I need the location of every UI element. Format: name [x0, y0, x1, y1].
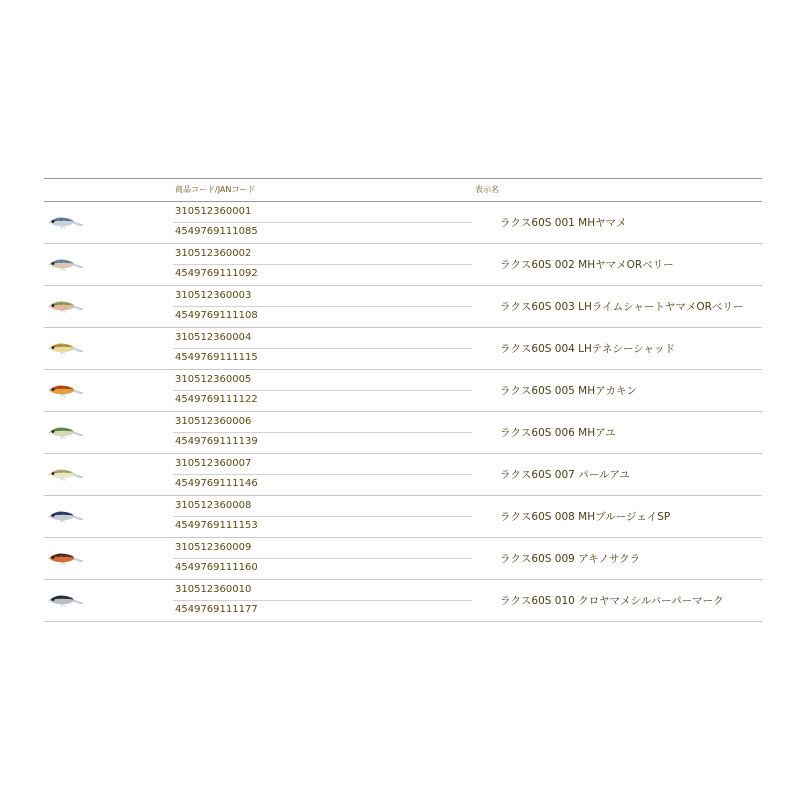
lure-image — [48, 466, 84, 482]
code-divider — [173, 264, 472, 265]
jan-code: 4549769111115 — [175, 352, 258, 363]
lure-image — [48, 340, 84, 356]
display-name: ラクス60S 001 MHヤマメ — [500, 217, 627, 229]
lure-image — [48, 382, 84, 398]
jan-code: 4549769111108 — [175, 310, 258, 321]
display-name: ラクス60S 007 パールアユ — [500, 469, 630, 481]
display-name: ラクス60S 002 MHヤマメORベリー — [500, 259, 674, 271]
product-code: 310512360002 — [175, 248, 252, 259]
table-row — [44, 454, 762, 496]
table-row — [44, 286, 762, 328]
table-row — [44, 244, 762, 286]
jan-code: 4549769111177 — [175, 604, 258, 615]
product-code: 310512360001 — [175, 206, 252, 217]
table-row — [44, 202, 762, 244]
table-row — [44, 496, 762, 538]
table-header — [44, 178, 762, 202]
lure-image — [48, 424, 84, 440]
lure-image — [48, 550, 84, 566]
jan-code: 4549769111146 — [175, 478, 258, 489]
product-code: 310512360005 — [175, 374, 252, 385]
table-row — [44, 538, 762, 580]
product-code: 310512360006 — [175, 416, 252, 427]
display-name: ラクス60S 005 MHアカキン — [500, 385, 637, 397]
code-divider — [173, 222, 472, 223]
display-name: ラクス60S 006 MHアユ — [500, 427, 616, 439]
code-divider — [173, 348, 472, 349]
jan-code: 4549769111139 — [175, 436, 258, 447]
jan-code: 4549769111092 — [175, 268, 258, 279]
code-divider — [173, 558, 472, 559]
display-name: ラクス60S 008 MHブルージェイSP — [500, 511, 671, 523]
table-row — [44, 412, 762, 454]
table-row — [44, 580, 762, 622]
table-body — [44, 202, 762, 622]
code-divider — [173, 432, 472, 433]
header-product-code: 商品コード/JANコード — [175, 185, 256, 194]
lure-image — [48, 256, 84, 272]
display-name: ラクス60S 003 LHライムシャートヤマメORベリー — [500, 301, 744, 313]
table-row — [44, 370, 762, 412]
display-name: ラクス60S 009 アキノサクラ — [500, 553, 641, 565]
code-divider — [173, 474, 472, 475]
product-code: 310512360003 — [175, 290, 252, 301]
lure-image — [48, 298, 84, 314]
lure-image — [48, 508, 84, 524]
product-code: 310512360010 — [175, 584, 252, 595]
product-table — [44, 178, 762, 622]
header-display-name: 表示名 — [475, 185, 499, 194]
product-code: 310512360004 — [175, 332, 252, 343]
display-name: ラクス60S 010 クロヤマメシルバーパーマーク — [500, 595, 724, 607]
display-name: ラクス60S 004 LHテネシーシャッド — [500, 343, 676, 355]
product-code: 310512360007 — [175, 458, 252, 469]
product-code: 310512360008 — [175, 500, 252, 511]
jan-code: 4549769111085 — [175, 226, 258, 237]
lure-image — [48, 214, 84, 230]
lure-image — [48, 592, 84, 608]
table-row — [44, 328, 762, 370]
code-divider — [173, 600, 472, 601]
code-divider — [173, 390, 472, 391]
jan-code: 4549769111122 — [175, 394, 258, 405]
code-divider — [173, 516, 472, 517]
jan-code: 4549769111160 — [175, 562, 258, 573]
jan-code: 4549769111153 — [175, 520, 258, 531]
product-code: 310512360009 — [175, 542, 252, 553]
code-divider — [173, 306, 472, 307]
